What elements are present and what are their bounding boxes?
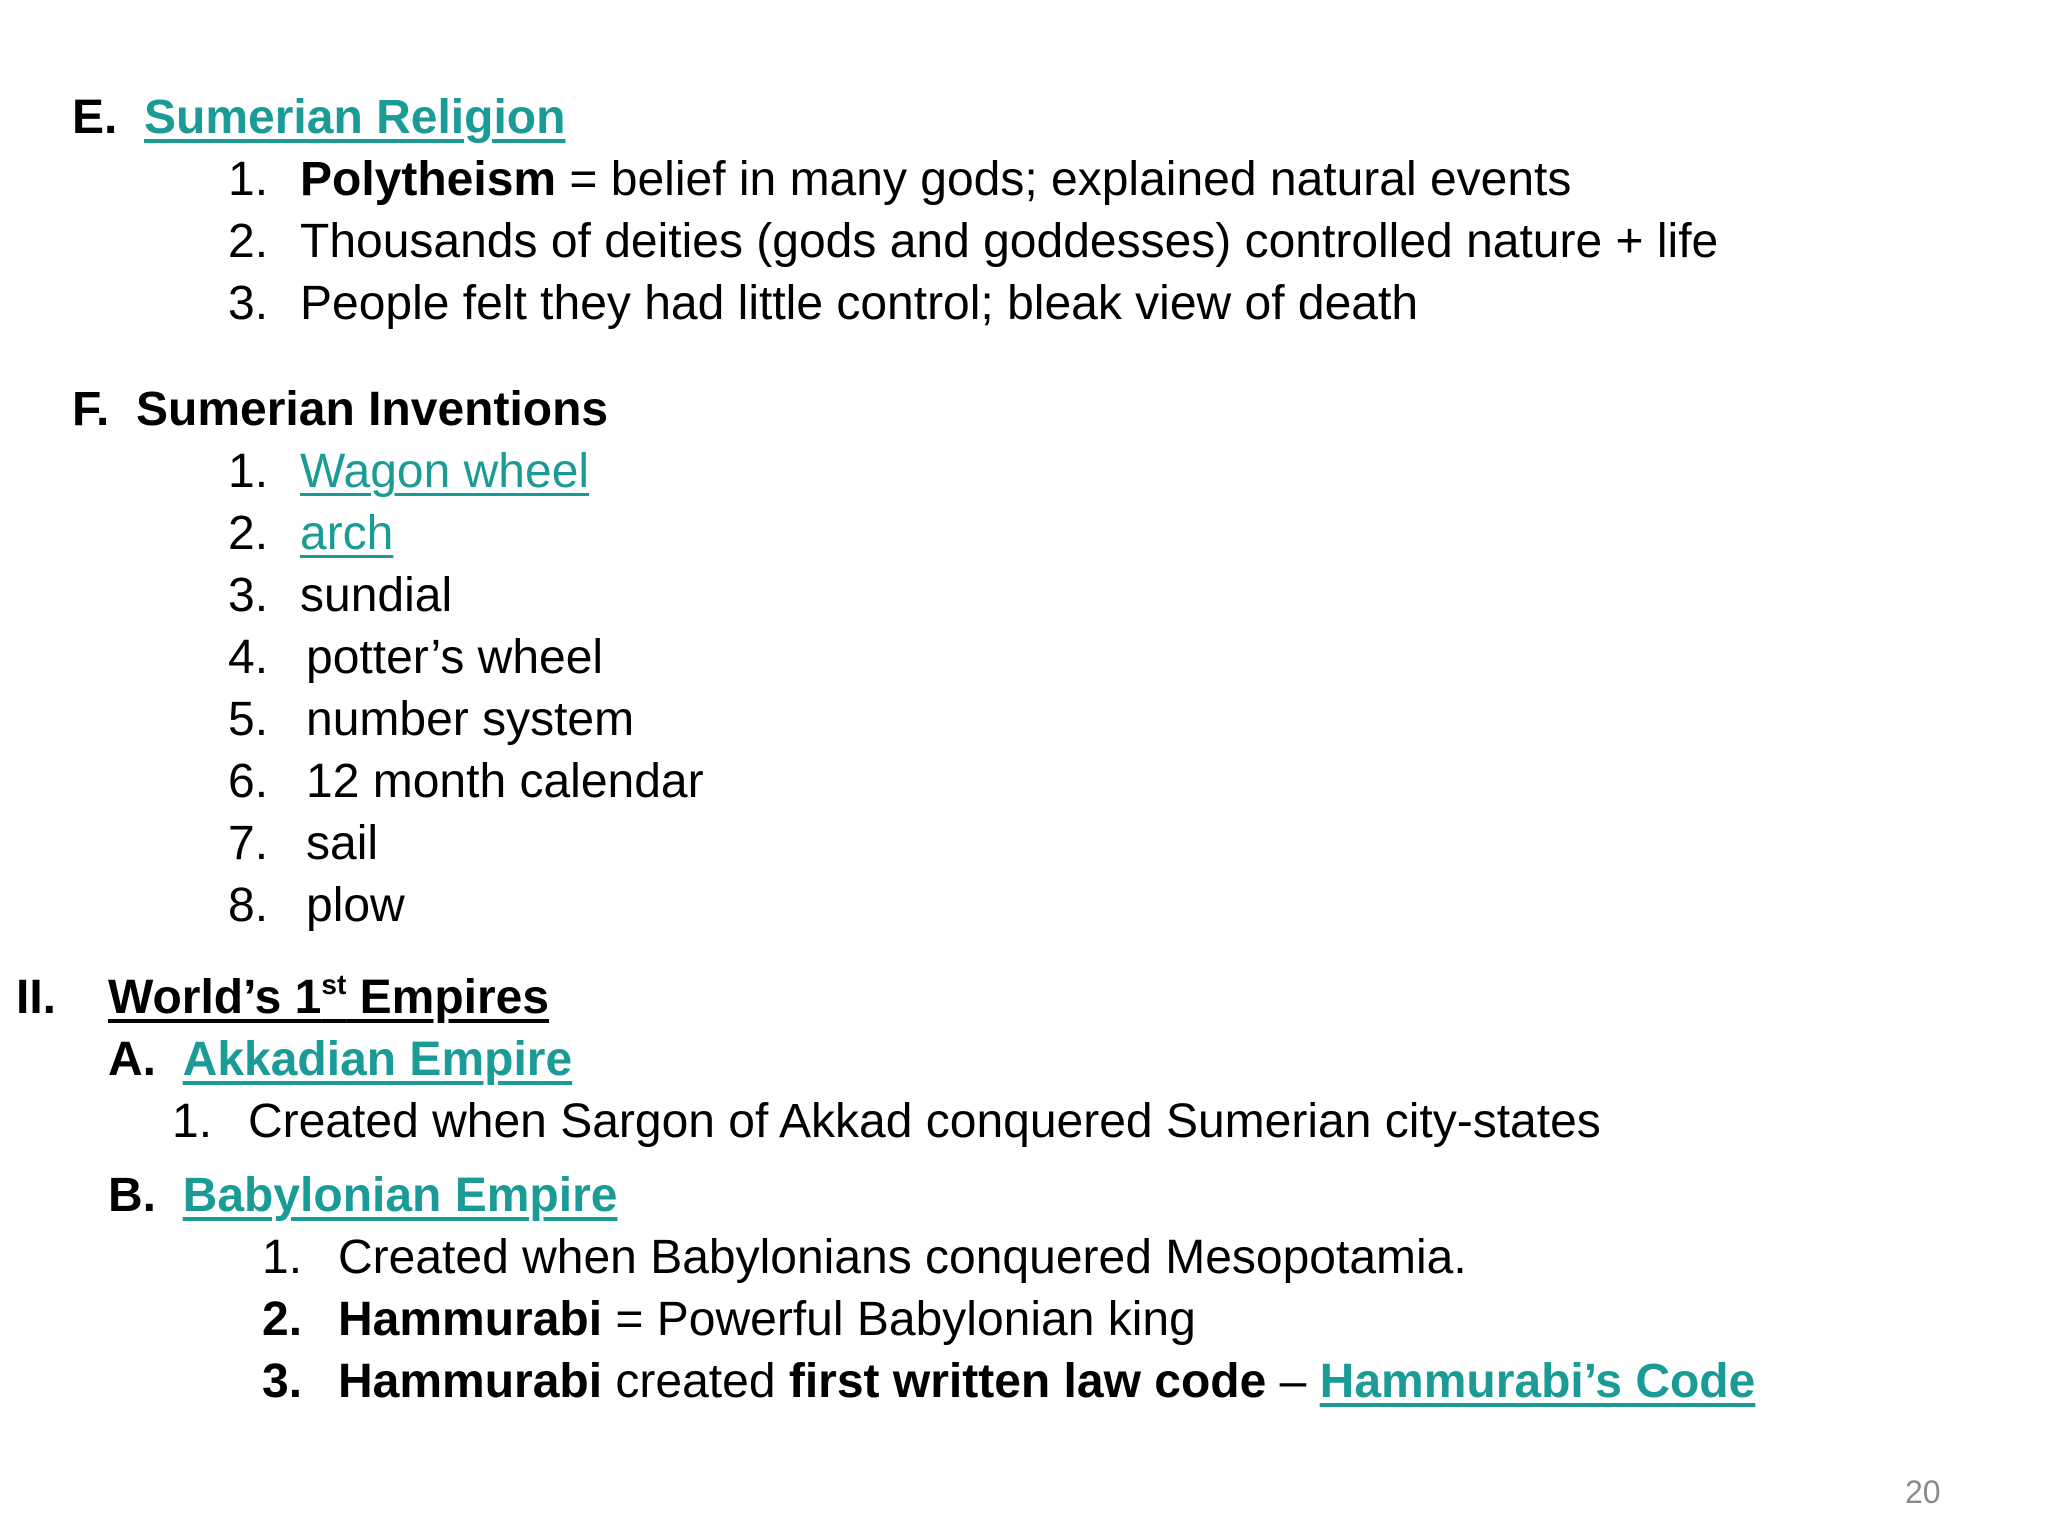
- list-text: = Powerful Babylonian king: [602, 1293, 1196, 1346]
- arch-link[interactable]: arch: [300, 507, 394, 560]
- title-pre: World’s 1: [108, 971, 322, 1024]
- list-item: [228, 504, 393, 564]
- list-item: [228, 628, 603, 688]
- list-number: 5.: [228, 693, 269, 746]
- list-item: [228, 212, 1718, 272]
- list-text: number system: [306, 693, 635, 746]
- heading-label: F.: [72, 383, 110, 436]
- heading-sumerian-religion: [72, 88, 565, 148]
- list-number: 4.: [228, 631, 269, 684]
- heading-worlds-first-empires: [16, 968, 549, 1028]
- list-item: [228, 566, 452, 626]
- term-hammurabi: Hammurabi: [338, 1355, 603, 1408]
- list-text: created: [602, 1355, 789, 1408]
- list-number: 8.: [228, 879, 269, 932]
- list-number: 6.: [228, 755, 269, 808]
- list-number: 1.: [228, 153, 269, 206]
- list-number: 1.: [262, 1231, 303, 1284]
- list-number: 7.: [228, 817, 269, 870]
- heading-sumerian-inventions: [72, 380, 608, 440]
- sumerian-religion-link[interactable]: Sumerian Religion: [144, 91, 566, 144]
- heading-label: A.: [108, 1033, 156, 1086]
- heading-label: B.: [108, 1169, 156, 1222]
- list-text: People felt they had little control; bleak view of death: [300, 277, 1419, 330]
- hammurabis-code-link[interactable]: Hammurabi’s Code: [1319, 1355, 1756, 1408]
- list-item: [228, 876, 405, 936]
- list-text: plow: [306, 879, 405, 932]
- babylonian-empire-link[interactable]: Babylonian Empire: [182, 1169, 618, 1222]
- term-polytheism: Polytheism: [300, 153, 557, 206]
- heading-title: [108, 971, 549, 1024]
- list-number: 1.: [172, 1095, 213, 1148]
- akkadian-empire-link[interactable]: Akkadian Empire: [182, 1033, 573, 1086]
- heading-babylonian-empire: [108, 1166, 617, 1226]
- list-item: [228, 752, 704, 812]
- list-item: [228, 690, 634, 750]
- list-text: 12 month calendar: [306, 755, 704, 808]
- list-item: [228, 150, 1571, 210]
- list-item: [262, 1352, 1755, 1412]
- dash: –: [1266, 1355, 1320, 1408]
- title-post: Empires: [346, 971, 550, 1024]
- list-item: [228, 442, 589, 502]
- heading-label: E.: [72, 91, 118, 144]
- list-number: 3.: [262, 1355, 303, 1408]
- list-text: potter’s wheel: [306, 631, 604, 684]
- list-text: = belief in many gods; explained natural events: [556, 153, 1572, 206]
- list-text: sundial: [300, 569, 453, 622]
- list-item: [228, 274, 1418, 334]
- term-first-written-law-code: first written law code: [788, 1355, 1267, 1408]
- list-item: [262, 1228, 1467, 1288]
- list-number: 2.: [228, 507, 269, 560]
- heading-akkadian-empire: [108, 1030, 572, 1090]
- list-item: [228, 814, 378, 874]
- list-number: 3.: [228, 277, 269, 330]
- title-superscript: st: [321, 969, 347, 1000]
- heading-label: II.: [16, 971, 57, 1024]
- list-item: [262, 1290, 1196, 1350]
- list-text: Created when Sargon of Akkad conquered Sumerian city-states: [248, 1095, 1601, 1148]
- list-number: 2.: [262, 1293, 303, 1346]
- list-item: [172, 1092, 1601, 1152]
- list-number: 1.: [228, 445, 269, 498]
- list-text: sail: [306, 817, 379, 870]
- heading-title: Sumerian Inventions: [136, 383, 609, 436]
- list-number: 2.: [228, 215, 269, 268]
- term-hammurabi: Hammurabi: [338, 1293, 603, 1346]
- list-text: Thousands of deities (gods and goddesses) controlled nature + life: [300, 215, 1719, 268]
- list-number: 3.: [228, 569, 269, 622]
- wagon-wheel-link[interactable]: Wagon wheel: [300, 445, 590, 498]
- page-number: 20: [1905, 1474, 1941, 1510]
- list-text: Created when Babylonians conquered Mesopotamia.: [338, 1231, 1467, 1284]
